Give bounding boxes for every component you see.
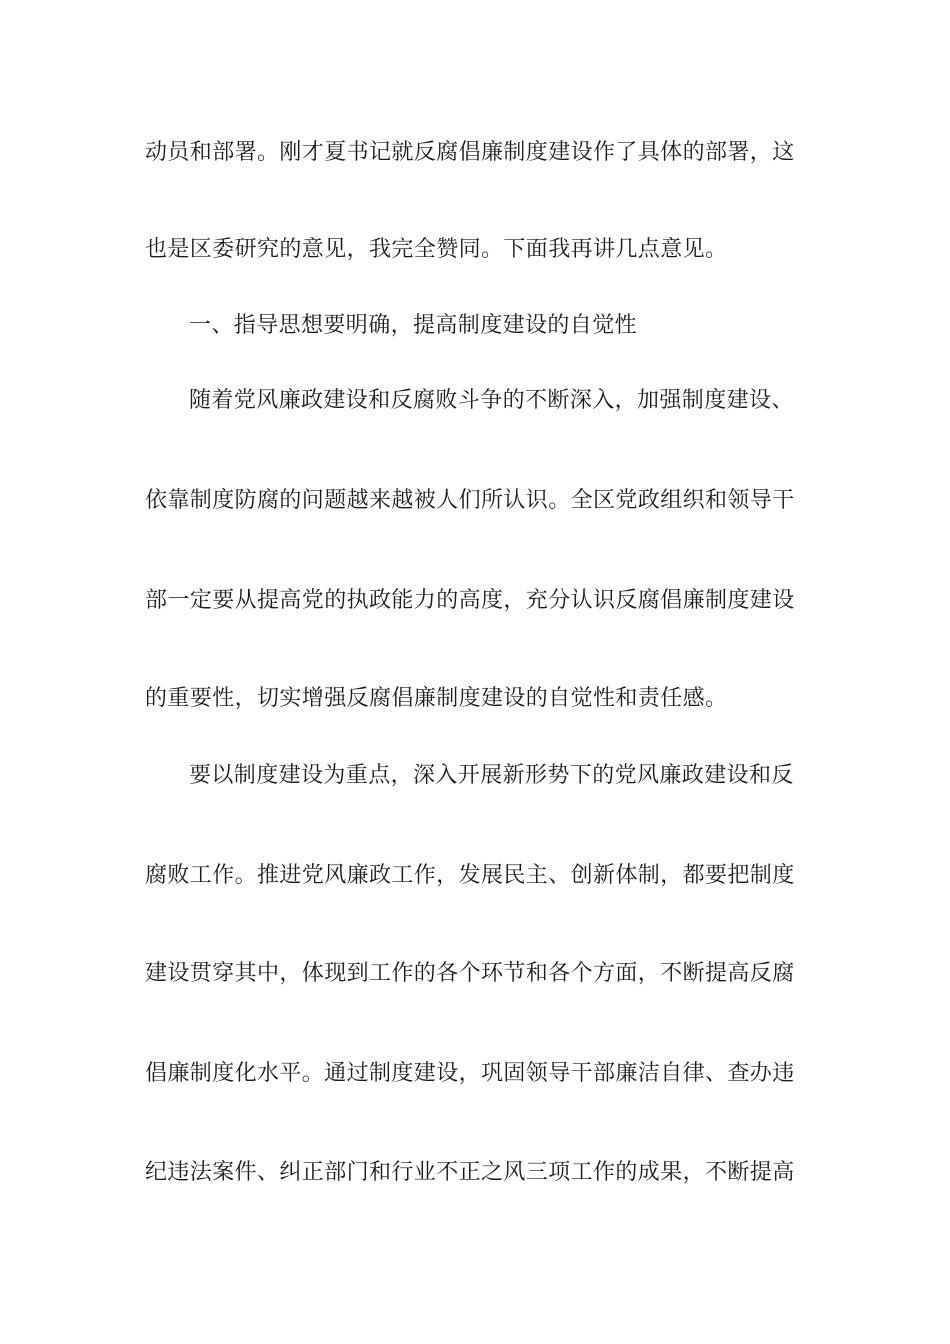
text-line: 的重要性，切实增强反腐倡廉制度建设的自觉性和责任感。 [145,686,728,711]
text-line: 建设贯穿其中，体现到工作的各个环节和各个方面，不断提高反腐 [145,961,795,986]
text-line: 动员和部署。刚才夏书记就反腐倡廉制度建设作了具体的部署，这 [145,140,795,165]
text-line: 依靠制度防腐的问题越来越被人们所认识。全区党政组织和领导干 [145,488,795,513]
text-line: 部一定要从提高党的执政能力的高度，充分认识反腐倡廉制度建设 [145,588,795,613]
section-heading: 一、指导思想要明确，提高制度建设的自觉性 [189,313,638,338]
text-line: 随着党风廉政建设和反腐败斗争的不断深入，加强制度建设、 [189,388,794,413]
text-line: 也是区委研究的意见，我完全赞同。下面我再讲几点意见。 [145,237,728,262]
text-line: 要以制度建设为重点，深入开展新形势下的党风廉政建设和反 [189,763,794,788]
text-line: 倡廉制度化水平。通过制度建设，巩固领导干部廉洁自律、查办违 [145,1061,795,1086]
text-line: 纪违法案件、纠正部门和行业不正之风三项工作的成果，不断提高 [145,1160,795,1185]
text-line: 腐败工作。推进党风廉政工作，发展民主、创新体制，都要把制度 [145,863,795,888]
